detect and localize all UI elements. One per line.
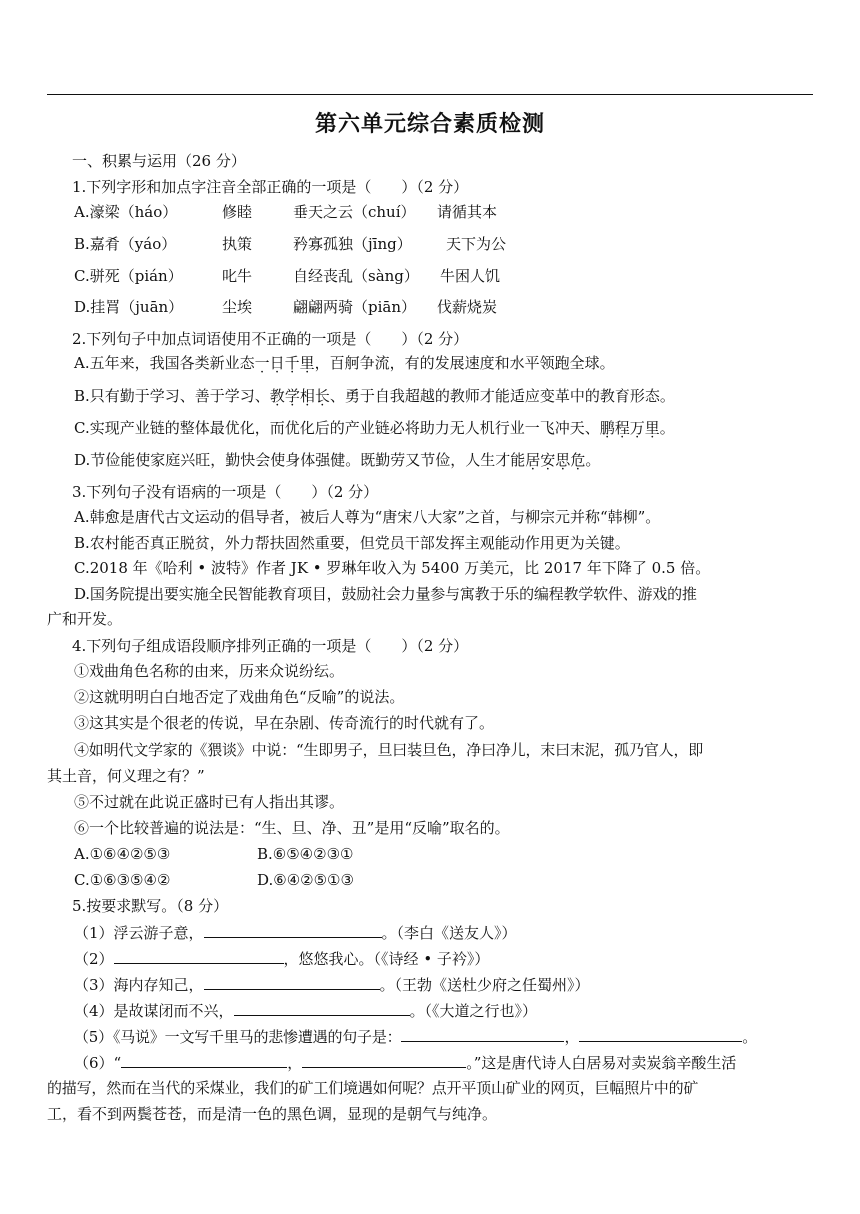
q5-1-source: 。（李白《送友人》） xyxy=(381,924,517,942)
q5-5-blank-2[interactable] xyxy=(579,1026,742,1042)
q5-3-blank[interactable] xyxy=(204,974,380,990)
dotted-char: 程 xyxy=(614,419,630,437)
q1-option-c-term3: 自经丧乱（sàng） xyxy=(293,267,419,285)
q4-option-d: D.⑥④②⑤①③ xyxy=(257,871,354,889)
q2-option-b xyxy=(74,386,675,406)
dotted-char: 教 xyxy=(269,387,285,405)
q5-item-4 xyxy=(74,1000,537,1021)
q2-stem: 2.下列句子中加点词语使用不正确的一项是（ ）（2 分） xyxy=(72,330,469,348)
q4-option-c: C.①⑥③⑤④② xyxy=(74,871,171,889)
dotted-char: 里 xyxy=(299,354,315,372)
q3-option-d-line1: D.国务院提出要实施全民智能教育项目，鼓励社会力量参与寓教于乐的编程教学软件、游戏的推 xyxy=(74,585,697,603)
q5-item-5 xyxy=(74,1026,757,1047)
q1-option-a-term2: 修睦 xyxy=(222,203,253,221)
header-rule xyxy=(47,94,813,95)
q2-a-text-before: A.五年来，我国各类新业态 xyxy=(74,354,255,372)
q4-sentence-3: ③这其实是个很老的传说，早在杂剧、传奇流行的时代就有了。 xyxy=(74,714,495,732)
q4-sentence-2: ②这就明明白白地否定了戏曲角色“反喻”的说法。 xyxy=(74,688,405,706)
q1-option-d-term2: 尘埃 xyxy=(222,298,253,316)
q5-item-6-line2: 的描写，然而在当代的采煤业，我们的矿工们境遇如何呢？点开平顶山矿业的网页，巨幅照片中的矿 xyxy=(47,1079,699,1097)
q2-b-dotted-term xyxy=(270,387,330,405)
q4-option-a: A.①⑥④②⑤③ xyxy=(74,845,171,863)
q1-stem: 1.下列字形和加点字注音全部正确的一项是（ ）（2 分） xyxy=(72,178,469,196)
q1-option-a-term4: 请循其本 xyxy=(437,203,498,221)
q5-item-6 xyxy=(74,1052,736,1073)
q5-5-separator: ， xyxy=(564,1028,580,1046)
q3-option-c: C.2018 年《哈利 • 波特》作者 JK • 罗琳年收入为 5400 万美元，比 2017 年下降了 0.5 倍。 xyxy=(74,559,711,577)
q1-option-b-term4: 天下为公 xyxy=(446,235,507,253)
q5-1-prompt: （1）浮云游子意， xyxy=(74,924,204,942)
dotted-char: 里 xyxy=(644,419,660,437)
q5-item-3 xyxy=(74,974,590,995)
q3-stem: 3.下列句子没有语病的一项是（ ）（2 分） xyxy=(72,483,379,501)
q4-stem: 4.下列句子组成语段顺序排列正确的一项是（ ）（2 分） xyxy=(72,637,469,655)
dotted-char: 思 xyxy=(555,451,571,469)
q5-1-blank[interactable] xyxy=(204,922,382,938)
dotted-char: 安 xyxy=(540,451,556,469)
q2-d-text-before: D.节俭能使家庭兴旺，勤快会使身体强健。既勤劳又节俭，人生才能 xyxy=(74,451,526,469)
q4-sentence-6: ⑥一个比较普遍的说法是：“生、旦、净、丑”是用“反喻”取名的。 xyxy=(74,819,510,837)
q1-option-c-term1: C.骈死（pián） xyxy=(74,267,183,285)
q3-option-d-line2: 广和开发。 xyxy=(47,610,123,628)
q2-a-text-after: ，百舸争流，有的发展速度和水平领跑全球。 xyxy=(314,354,615,372)
dotted-char: 长 xyxy=(314,387,330,405)
q1-option-d-term4: 伐薪烧炭 xyxy=(437,298,498,316)
q2-b-text-after: 、勇于自我超越的教师才能适应变革中的教育形态。 xyxy=(329,387,675,405)
q5-stem: 5.按要求默写。（8 分） xyxy=(72,897,229,915)
q1-option-c-term2: 叱牛 xyxy=(222,267,253,285)
q5-6-open-quote: （6）“ xyxy=(74,1054,122,1072)
q2-option-d xyxy=(74,450,600,470)
dotted-char: 危 xyxy=(570,451,586,469)
q5-3-prompt: （3）海内存知己， xyxy=(74,976,204,994)
q4-sentence-4-line1: ④如明代文学家的《猥谈》中说：“生即男子，旦曰装旦色，净曰净儿，末曰末泥，孤乃官人，即 xyxy=(74,741,704,759)
section-heading: 一、积累与运用（26 分） xyxy=(72,152,246,170)
q1-option-a-term1: A.濠梁（háo） xyxy=(74,203,178,221)
q3-option-b: B.农村能否真正脱贫，外力帮扶固然重要，但党员干部发挥主观能动作用更为关键。 xyxy=(74,534,630,552)
q5-6-separator: ， xyxy=(287,1054,303,1072)
q1-option-b-term3: 矜寡孤独（jīng） xyxy=(293,235,412,253)
q5-item-2 xyxy=(74,948,489,969)
q2-d-dotted-term xyxy=(525,451,585,469)
q4-sentence-4-line2: 其土音，何义理之有？” xyxy=(47,767,205,785)
page-title: 第六单元综合素质检测 xyxy=(314,112,545,137)
dotted-char: 相 xyxy=(299,387,315,405)
q2-c-text-before: C.实现产业链的整体最优化，而优化后的产业链必将助力无人机行业一飞冲天、 xyxy=(74,419,600,437)
q2-d-text-after: 。 xyxy=(585,451,601,469)
q5-5-end: 。 xyxy=(742,1028,758,1046)
dotted-char: 鹏 xyxy=(599,419,615,437)
q1-option-b-term1: B.嘉肴（yáo） xyxy=(74,235,177,253)
q5-2-prompt: （2） xyxy=(74,950,114,968)
q1-option-c-term4: 牛困人饥 xyxy=(440,267,501,285)
dotted-char: 学 xyxy=(284,387,300,405)
q5-5-prompt: （5）《马说》一文写千里马的悲惨遭遇的句子是： xyxy=(74,1028,402,1046)
q2-option-c xyxy=(74,418,675,438)
q1-option-b-term2: 执策 xyxy=(222,235,253,253)
dotted-char: 千 xyxy=(284,354,300,372)
q1-option-d-term1: D.挂罥（juān） xyxy=(74,298,184,316)
q5-4-source: 。（《大道之行也》） xyxy=(409,1002,538,1020)
q5-item-6-line3: 工，看不到两鬓苍苍，而是清一色的黑色调，显现的是朝气与纯净。 xyxy=(47,1105,498,1123)
dotted-char: 一 xyxy=(254,354,270,372)
q5-6-blank-2[interactable] xyxy=(302,1052,466,1068)
q4-sentence-5: ⑤不过就在此说正盛时已有人指出其谬。 xyxy=(74,793,345,811)
q5-6-blank-1[interactable] xyxy=(121,1052,287,1068)
q4-sentence-1: ①戏曲角色名称的由来，历来众说纷纭。 xyxy=(74,662,345,680)
q3-option-a: A.韩愈是唐代古文运动的倡导者，被后人尊为“唐宋八大家”之首，与柳宗元并称“韩柳”。 xyxy=(74,508,661,526)
dotted-char: 万 xyxy=(629,419,645,437)
q5-4-prompt: （4）是故谋闭而不兴， xyxy=(74,1002,234,1020)
q2-b-text-before: B.只有勤于学习、善于学习、 xyxy=(74,387,270,405)
q2-option-a xyxy=(74,353,615,373)
q5-item-1 xyxy=(74,922,517,943)
q5-2-blank[interactable] xyxy=(114,948,284,964)
q2-c-dotted-term xyxy=(600,419,660,437)
q5-4-blank[interactable] xyxy=(234,1000,410,1016)
q4-option-b: B.⑥⑤④②③① xyxy=(257,845,354,863)
q5-5-blank-1[interactable] xyxy=(401,1026,564,1042)
q1-option-d-term3: 翩翩两骑（piān） xyxy=(293,298,417,316)
q5-2-source: ，悠悠我心。（《诗经 • 子衿》） xyxy=(283,950,490,968)
dotted-char: 日 xyxy=(269,354,285,372)
q5-3-source: 。（王勃《送杜少府之任蜀州》） xyxy=(379,976,590,994)
q2-c-text-after: 。 xyxy=(659,419,675,437)
q1-option-a-term3: 垂天之云（chuí） xyxy=(293,203,416,221)
dotted-char: 居 xyxy=(525,451,541,469)
q5-6-text-after: 。”这是唐代诗人白居易对卖炭翁辛酸生活 xyxy=(466,1054,737,1072)
q2-a-dotted-term xyxy=(255,354,315,372)
